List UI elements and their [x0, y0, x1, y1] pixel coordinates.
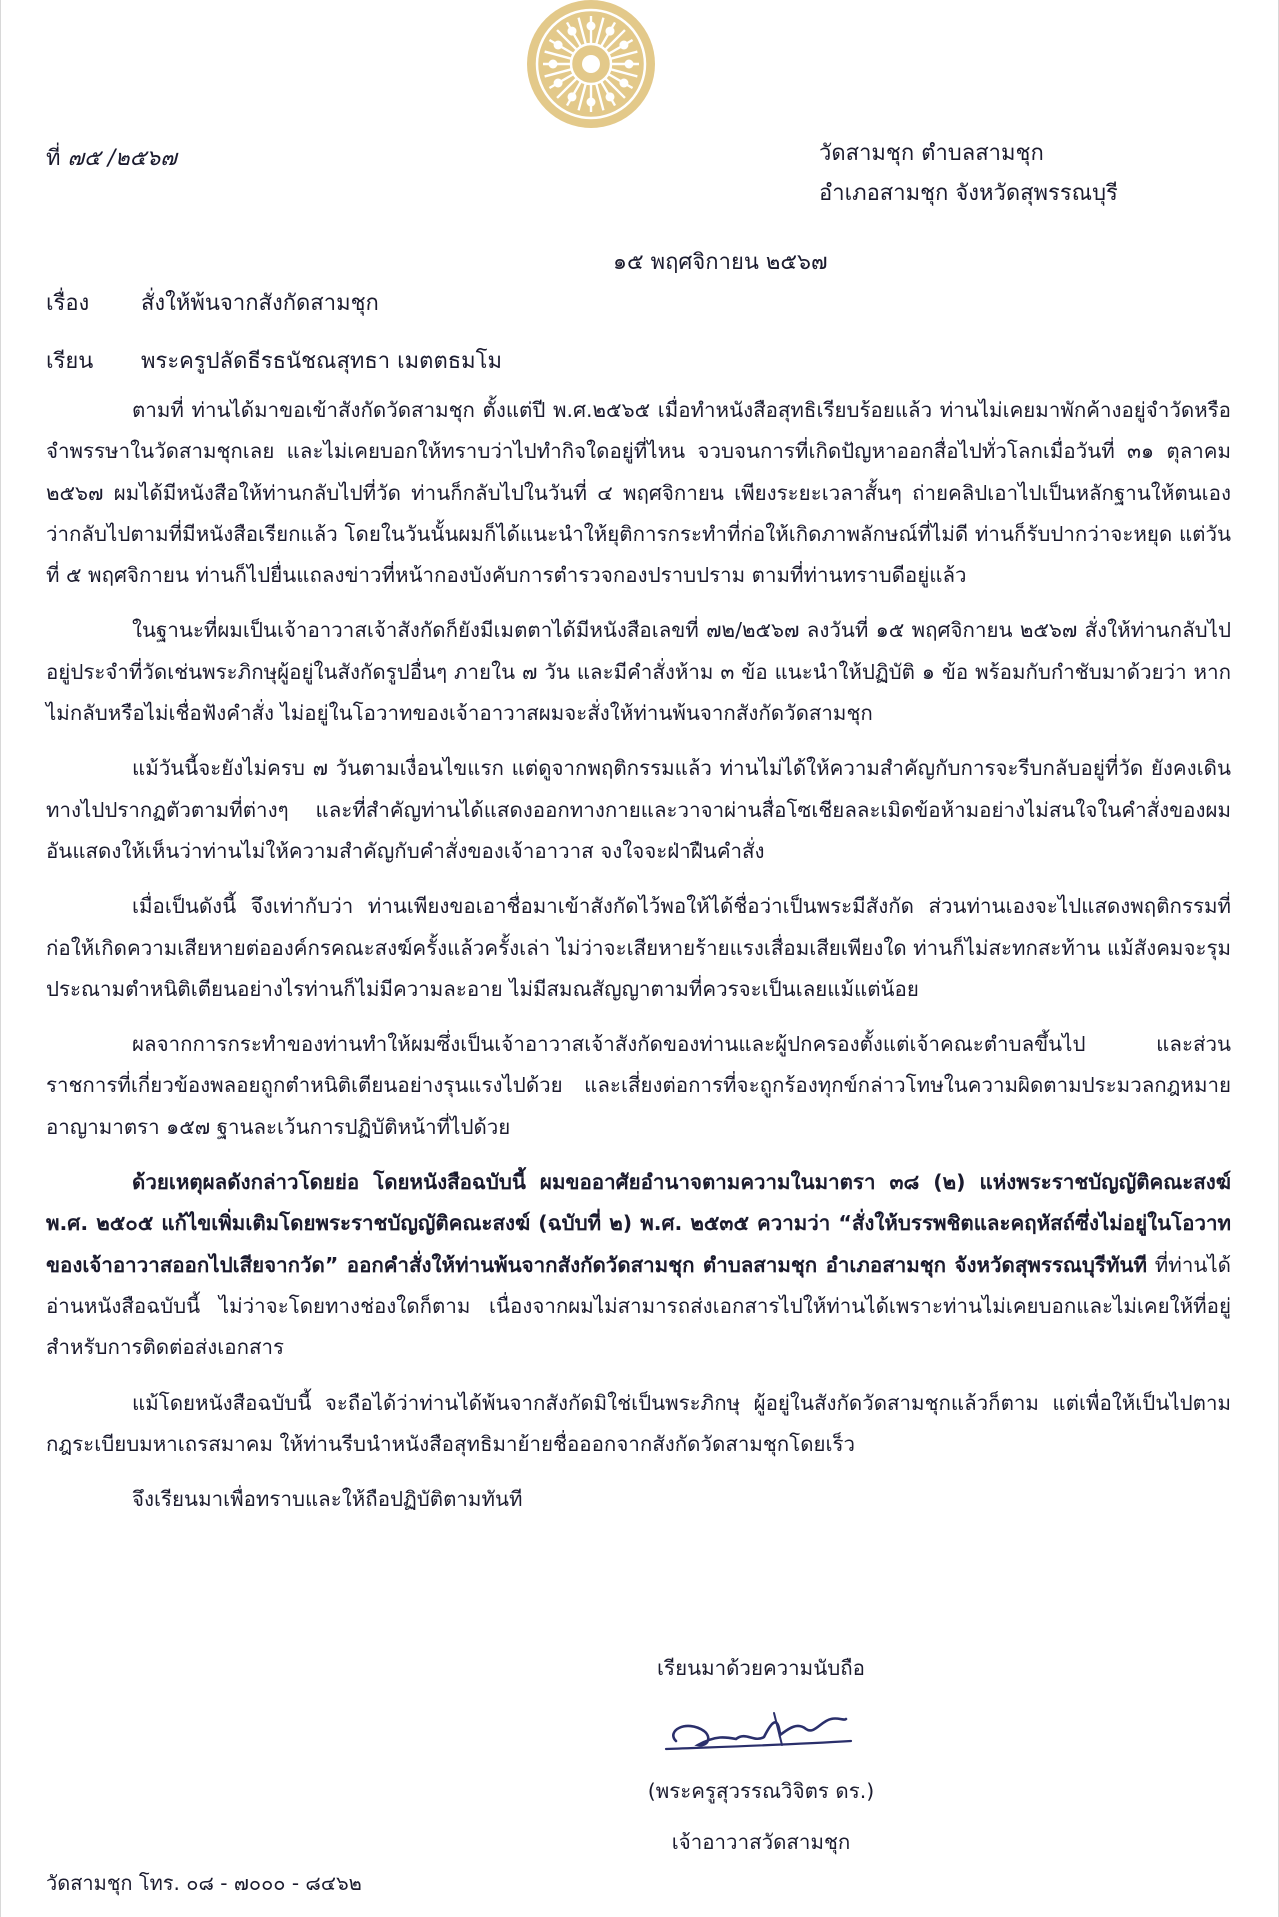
- closing-salutation: เรียนมาด้วยความนับถือ: [657, 1656, 865, 1680]
- ref-number: ๗๕ /๒๕๖๗: [67, 146, 177, 171]
- body-paragraph-8: จึงเรียนมาเพื่อทราบและให้ถือปฏิบัติตามทันที: [132, 1487, 523, 1512]
- body-paragraph-6: [46, 1162, 1231, 1368]
- recipient-row: [46, 343, 502, 378]
- handwritten-signature: [646, 1691, 876, 1771]
- footer-contact: วัดสามชุก โทร. ๐๘ - ๗๐๐๐ - ๘๔๖๒: [46, 1871, 362, 1895]
- recipient-text: พระครูปลัดธีรธนัชณสุทธา เมตตธมโม: [141, 349, 503, 374]
- signature-block: [601, 1652, 921, 1859]
- letter-body: [46, 390, 1231, 1520]
- subject-row: [46, 285, 379, 320]
- body-paragraph-1: ตามที่ ท่านได้มาขอเข้าสังกัดวัดสามชุก ตั้งแต่ปี พ.ศ.๒๕๖๕ เมื่อทำหนังสือสุทธิเรียบร้อยแล้ว ท่านไม่เคยมาพักค้างอยู่จำวัดหรือจำพรรษาในวัดสามชุกเลย และไม่เคยบอกให้ทราบว่าไปทำกิจใดอยู่ที่ไหน จวบจนการที่เกิดปัญหาออกสื่อไปทั่วโลกเมื่อวันที่ ๓๑ ตุลาคม ๒๕๖๗ ผมได้มีหนังสือให้ท่านกลับไปที่วัด ท่านก็กลับไปในวันที่ ๔ พฤศจิกายน เพียงระยะเวลาสั้นๆ ถ่ายคลิปเอาไปเป็นหลักฐานให้ตนเองว่ากลับไปตามที่มีหนังสือเรียกแล้ว โดยในวันนั้นผมก็ได้แนะนำให้ยุติการกระทำที่ก่อให้เกิดภาพลักษณ์ที่ไม่ดี ท่านก็รับปากว่าจะหยุด แต่วันที่ ๕ พฤศจิกายน ท่านก็ไปยื่นแถลงข่าวที่หน้ากองบังคับการตำรวจกองปราบปราม ตามที่ท่านทราบดีอยู่แล้ว: [46, 398, 1231, 588]
- ref-prefix: ที่: [46, 146, 61, 171]
- subject-text: สั่งให้พ้นจากสังกัดสามชุก: [141, 291, 379, 316]
- address-line-2: อำเภอสามชุก จังหวัดสุพรรณบุรี: [819, 181, 1118, 206]
- signatory-name: (พระครูสุวรรณวิจิตร ดร.): [647, 1779, 875, 1803]
- body-paragraph-5: ผลจากการกระทำของท่านทำให้ผมซึ่งเป็นเจ้าอาวาสเจ้าสังกัดของท่านและผู้ปกครองตั้งแต่เจ้าคณะตำบลขึ้นไป และส่วนราชการที่เกี่ยวข้องพลอยถูกตำหนิติเตียนอย่างรุนแรงไปด้วย และเสี่ยงต่อการที่จะถูกร้องทุกข์กล่าวโทษในความผิดตามประมวลกฎหมายอาญามาตรา ๑๕๗ ฐานละเว้นการปฏิบัติหน้าที่ไปด้วย: [46, 1032, 1231, 1139]
- order-statement-continued: ที่ท่านได้อ่านหนังสือฉบับนี้ ไม่ว่าจะโดยทางช่องใดก็ตาม เนื่องจากผมไม่สามารถส่งเอกสารไปให้ท่านได้เพราะท่านไม่เคยบอกและไม่เคยให้ที่อยู่สำหรับการติดต่อส่งเอกสาร: [46, 1252, 1231, 1360]
- body-paragraph-4: เมื่อเป็นดังนี้ จึงเท่ากับว่า ท่านเพียงขอเอาชื่อมาเข้าสังกัดไว้พอให้ได้ชื่อว่าเป็นพระมีสังกัด ส่วนท่านเองจะไปแสดงพฤติกรรมที่ก่อให้เกิดความเสียหายต่อองค์กรคณะสงฆ์ครั้งแล้วครั้งเล่า ไม่ว่าจะเสียหายร้ายแรงเสื่อมเสียเพียงใด ท่านก็ไม่สะทกสะท้าน แม้สังคมจะรุมประณามตำหนิติเตียนอย่างไรท่านก็ไม่มีความละอาย ไม่มีสมณสัญญาตามที่ควรจะเป็นเลยแม้แต่น้อย: [46, 894, 1231, 1001]
- subject-label: เรื่อง: [46, 291, 90, 316]
- letter-date: ๑๕ พฤศจิกายน ๒๕๖๗: [613, 250, 828, 275]
- signatory-position: เจ้าอาวาสวัดสามชุก: [671, 1830, 851, 1854]
- body-paragraph-3: แม้วันนี้จะยังไม่ครบ ๗ วันตามเงื่อนไขแรก แต่ดูจากพฤติกรรมแล้ว ท่านไม่ได้ให้ความสำคัญกับการจะรีบกลับอยู่ที่วัด ยังคงเดินทางไปปรากฏตัวตามที่ต่างๆ และที่สำคัญท่านได้แสดงออกทางกายและวาจาผ่านสื่อโซเชียลละเมิดข้อห้ามอย่างไม่สนใจในคำสั่งของผม อันแสดงให้เห็นว่าท่านไม่ให้ความสำคัญกับคำสั่งของเจ้าอาวาส จงใจจะฝ่าฝืนคำสั่ง: [46, 756, 1231, 863]
- body-paragraph-2: ในฐานะที่ผมเป็นเจ้าอาวาสเจ้าสังกัดก็ยังมีเมตตาได้มีหนังสือเลขที่ ๗๒/๒๕๖๗ ลงวันที่ ๑๕ พฤศจิกายน ๒๕๖๗ สั่งให้ท่านกลับไปอยู่ประจำที่วัดเช่นพระภิกษุผู้อยู่ในสังกัดรูปอื่นๆ ภายใน ๗ วัน และมีคำสั่งห้าม ๓ ข้อ แนะนำให้ปฏิบัติ ๑ ข้อ พร้อมกับกำชับมาด้วยว่า หากไม่กลับหรือไม่เชื่อฟังคำสั่ง ไม่อยู่ในโอวาทของเจ้าอาวาสผมจะสั่งให้ท่านพ้นจากสังกัดวัดสามชุก: [46, 618, 1231, 726]
- address-line-1: วัดสามชุก ตำบลสามชุก: [819, 141, 1044, 166]
- body-paragraph-7: แม้โดยหนังสือฉบับนี้ จะถือได้ว่าท่านได้พ้นจากสังกัดมิใช่เป็นพระภิกษุ ผู้อยู่ในสังกัดวัดสามชุกแล้วก็ตาม แต่เพื่อให้เป็นไปตามกฎระเบียบมหาเถรสมาคม ให้ท่านรีบนำหนังสือสุทธิมาย้ายชื่อออกจากสังกัดวัดสามชุกโดยเร็ว: [46, 1390, 1231, 1456]
- document-reference: [46, 140, 177, 175]
- sender-address: [819, 134, 1118, 214]
- dharma-wheel-emblem: [509, 0, 673, 144]
- recipient-label: เรียน: [46, 349, 94, 374]
- order-statement: ด้วยเหตุผลดังกล่าวโดยย่อ โดยหนังสือฉบับนี้ ผมขออาศัยอำนาจตามความในมาตรา ๓๘ (๒) แห่งพระราชบัญญัติคณะสงฆ์ พ.ศ. ๒๕๐๕ แก้ไขเพิ่มเติมโดยพระราชบัญญัติคณะสงฆ์ (ฉบับที่ ๒) พ.ศ. ๒๕๓๕ ความว่า “สั่งให้บรรพชิตและคฤหัสถ์ซึ่งไม่อยู่ในโอวาทของเจ้าอาวาสออกไปเสียจากวัด” ออกคำสั่งให้ท่านพ้นจากสังกัดวัดสามชุก ตำบลสามชุก อำเภอสามชุก จังหวัดสุพรรณบุรีทันที: [46, 1170, 1231, 1277]
